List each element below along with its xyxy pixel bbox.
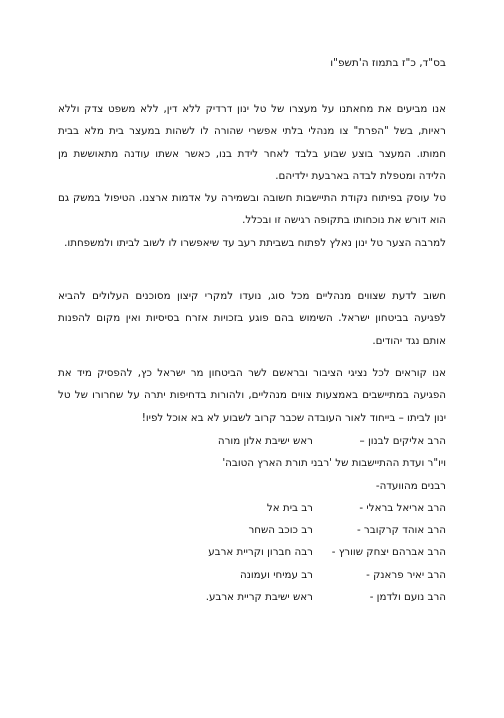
signer-name <box>313 430 446 452</box>
signer-name: הרב אריאל בראלי - <box>359 501 446 514</box>
signer-role: רב בית אל <box>266 501 313 514</box>
signature-member <box>46 564 446 586</box>
paragraph-protest <box>58 98 446 254</box>
signature-lead <box>46 430 446 452</box>
paragraph-hunger-strike: למרבה הצער טל ינון נאלץ לפתוח בשביתת רעב עד שיאפשרו לו לשוב לביתו ולמשפחתו. <box>64 236 446 249</box>
signer-role: ראש ישיבת אלון מורה <box>217 435 313 447</box>
signer-role: רב עמיחי ועמונה <box>240 568 313 581</box>
signer-name: הרב אוהד קרקובר - <box>356 524 446 537</box>
signer-role: רב כוכב השחר <box>248 524 313 537</box>
signer-name-text: הרב אליקים לבנון <box>367 435 446 447</box>
committee-label: רבנים מהוועדה- <box>375 479 446 492</box>
signer-dash: – <box>359 435 368 447</box>
signer-role: רבה חברון וקריית ארבע <box>208 546 313 559</box>
signature-member <box>46 497 446 519</box>
signature-member <box>46 519 446 541</box>
signer-name: הרב נועם ולדמן - <box>369 591 446 604</box>
signature-member <box>46 586 446 608</box>
paragraph-arrest: אנו מביעים את מחאתנו על מעצרו של טל ינון דרדיק ללא דין, ללא משפט צדק וללא ראיות, בשל "הפרת" צו מנהלי בלתי אפשרי שהורה לו לשהות במעצר בית מלא בבית חמותו. המעצר בוצע שבוע בלבד לאחר לידת בנו, כאשר אשתו עודנה מתאוששת מן הלידה ומטפלת לבדה בארבעת ילדיהם. <box>58 103 446 182</box>
paragraph-orders-text: חשוב לדעת שצווים מנהליים מכל סוג, נועדו למקרי קיצון מסוכנים העלולים להביא לפגיעה בביטחון ישראל. השימוש בהם פוגע בזכויות אזרח בסיסיות ואין מקום להפנות אותם נגד יהודים. <box>58 290 446 347</box>
signature-block <box>46 430 446 608</box>
signature-member <box>46 541 446 563</box>
signature-lead-role-2: ויו"ר ועדת ההתיישבות של 'רבני תורת הארץ הטובה' <box>222 457 446 470</box>
signer-role: ראש ישיבת קריית ארבע. <box>205 591 313 604</box>
signer-name: הרב יאיר פראנק - <box>366 568 446 581</box>
paragraph-call-to-action <box>58 362 446 429</box>
paragraph-administrative-orders <box>58 285 446 352</box>
paragraph-settlement: טל עוסק בפיתוח נקודת התיישבות חשובה ובשמירה על אדמות ארצנו. הטיפול במשק גם הוא דורש את נוכחותו בתקופה רגישה זו ובכלל. <box>58 192 446 227</box>
paragraph-call-text: אנו קוראים לכל נציגי הציבור ובראשם לשר הביטחון מר ישראל כץ, להפסיק מיד את הפגיעה במתיישבים באמצעות צווים מנהליים, ולהורות בדחיפות יתרה על שחרורו של טל ינון לביתו – בייחוד לאור העובדה שכבר קרוב לשבוע לא בא אוכל לפיו! <box>58 367 446 424</box>
date-line: בס"ד, כ"ז בתמוז ה'תשפ"ו <box>330 57 446 69</box>
signer-name: הרב אברהם יצחק שוורץ - <box>331 546 446 559</box>
